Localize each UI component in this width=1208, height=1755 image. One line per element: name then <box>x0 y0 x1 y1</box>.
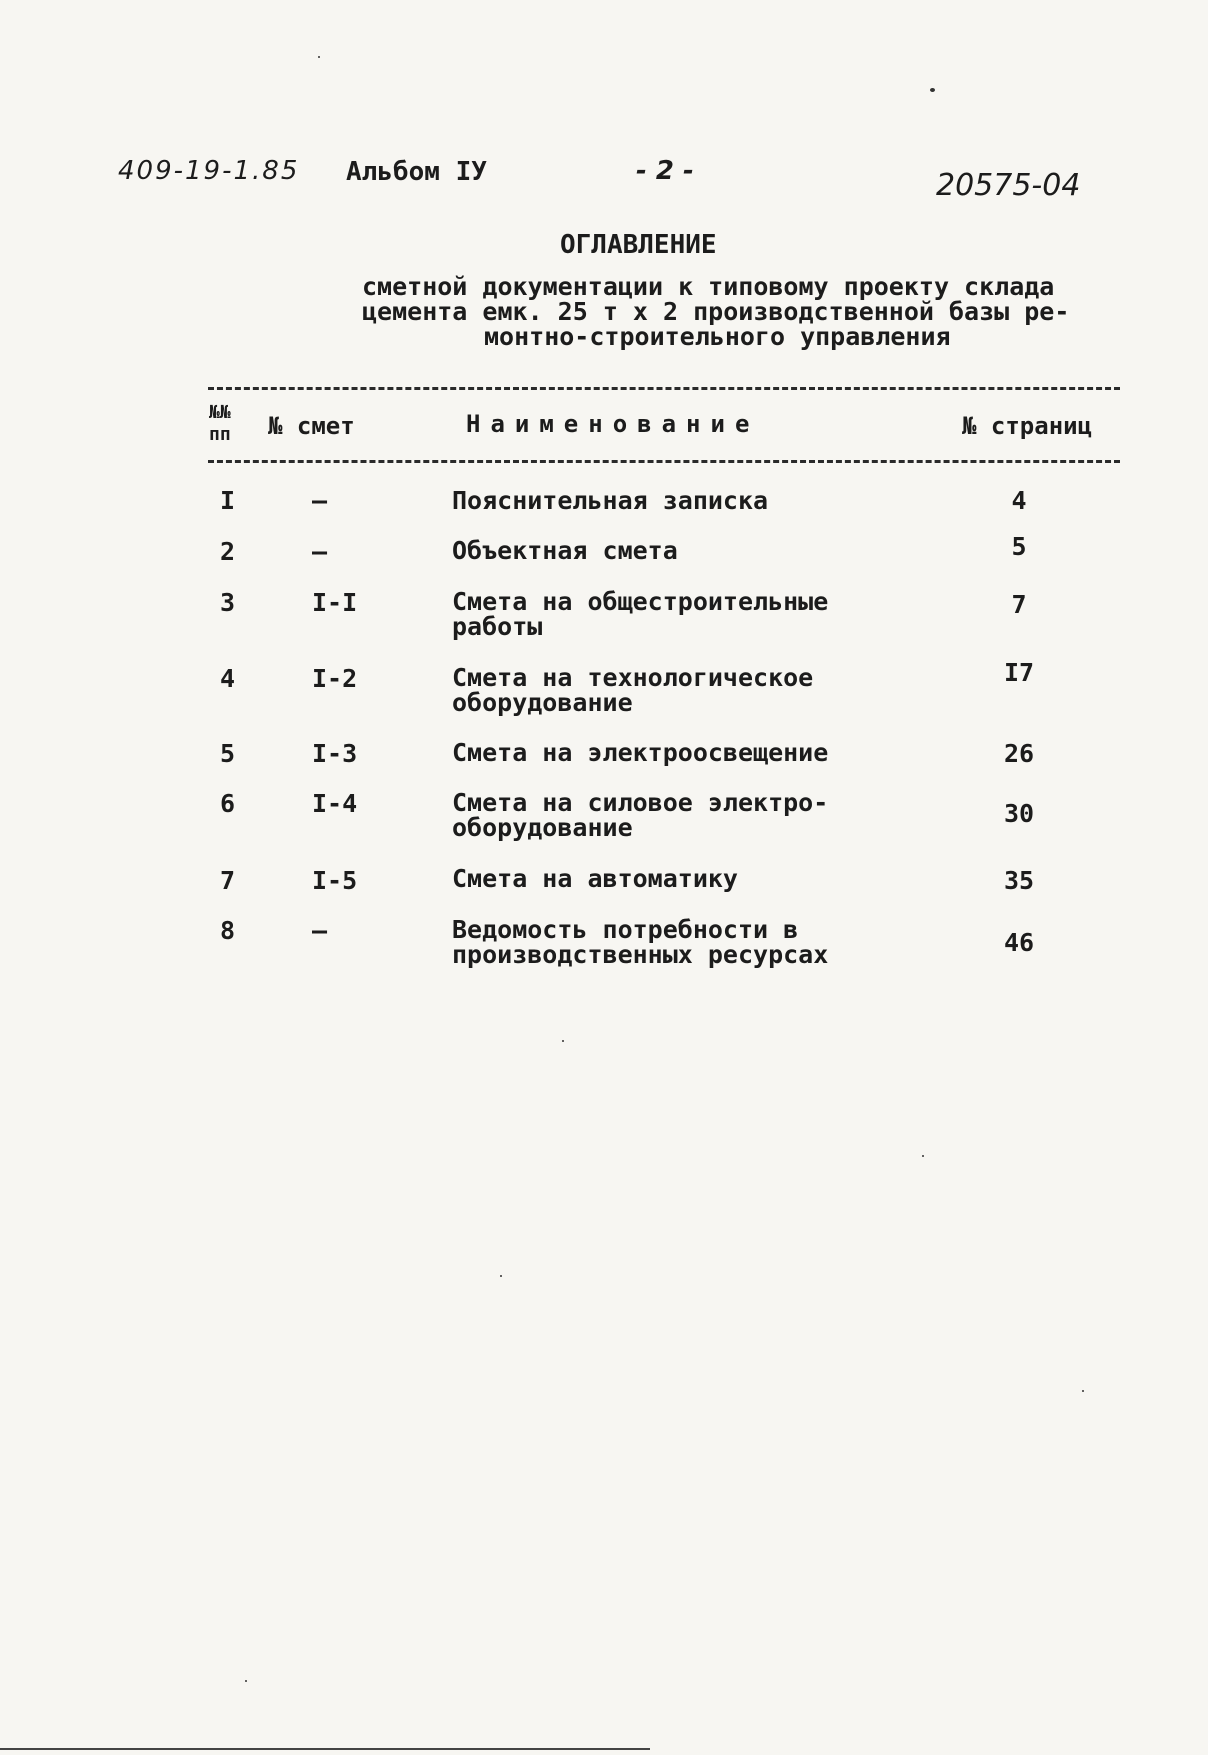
row-page: I7 <box>1003 658 1035 687</box>
header-number-sub: пп <box>209 424 231 445</box>
scan-speck <box>500 1275 502 1277</box>
subtitle-line: цемента емк. 25 т х 2 производственной базы ре- <box>362 297 1070 326</box>
row-number: 8 <box>220 916 236 945</box>
document-code: 409-19-1.85 <box>118 156 300 186</box>
subtitle-line: монтно-строительного управления <box>484 322 951 351</box>
header-name: Наименование <box>466 410 760 438</box>
row-number: 2 <box>220 537 236 566</box>
row-estimate-no: I-5 <box>312 866 358 895</box>
row-page: 4 <box>1011 486 1027 515</box>
row-name: Объектная смета <box>452 536 678 565</box>
header-estimate-no: № смет <box>268 412 355 440</box>
row-estimate-no: I-4 <box>312 789 358 818</box>
scan-speck <box>922 1155 924 1157</box>
row-estimate-no: – <box>312 916 328 945</box>
row-number: I <box>220 486 236 515</box>
archive-number: 20575-04 <box>936 168 1081 203</box>
scan-speck <box>1082 1390 1084 1392</box>
scan-edge-line <box>0 1748 650 1750</box>
table-top-rule <box>208 387 1120 390</box>
row-name: Смета на силовое электро-оборудование <box>452 788 829 842</box>
scan-speck <box>930 88 935 92</box>
row-page: 30 <box>1003 799 1035 828</box>
row-name: Пояснительная записка <box>452 486 769 515</box>
row-name: Смета на электроосвещение <box>452 738 829 767</box>
row-page: 5 <box>1011 532 1027 561</box>
row-estimate-no: I-2 <box>312 664 358 693</box>
scan-speck <box>318 56 320 58</box>
row-estimate-no: I-3 <box>312 739 358 768</box>
header-number: №№ <box>209 402 231 423</box>
row-name: Смета на технологическое оборудование <box>452 663 814 717</box>
row-page: 46 <box>1003 928 1035 957</box>
row-estimate-no: – <box>312 486 328 515</box>
page-title: ОГЛАВЛЕНИЕ <box>560 230 717 260</box>
row-page: 35 <box>1003 866 1035 895</box>
row-name: Ведомость потребности в производственных ресурсах <box>452 915 829 969</box>
table-header-rule <box>208 460 1120 463</box>
row-estimate-no: – <box>312 537 328 566</box>
subtitle-line: сметной документации к типовому проекту склада <box>362 272 1055 301</box>
row-number: 7 <box>220 866 236 895</box>
row-name: Смета на общестроительные работы <box>452 587 829 641</box>
page-number: - 2 - <box>636 156 694 186</box>
album-label: Альбом IУ <box>346 157 487 187</box>
row-number: 6 <box>220 789 236 818</box>
row-number: 5 <box>220 739 236 768</box>
row-estimate-no: I-I <box>312 588 358 617</box>
header-pages: № страниц <box>962 412 1093 440</box>
row-page: 26 <box>1003 739 1035 768</box>
row-page: 7 <box>1011 590 1027 619</box>
row-number: 3 <box>220 588 236 617</box>
row-name: Смета на автоматику <box>452 864 738 893</box>
scan-speck <box>562 1040 564 1042</box>
row-number: 4 <box>220 664 236 693</box>
scan-speck <box>245 1680 247 1682</box>
